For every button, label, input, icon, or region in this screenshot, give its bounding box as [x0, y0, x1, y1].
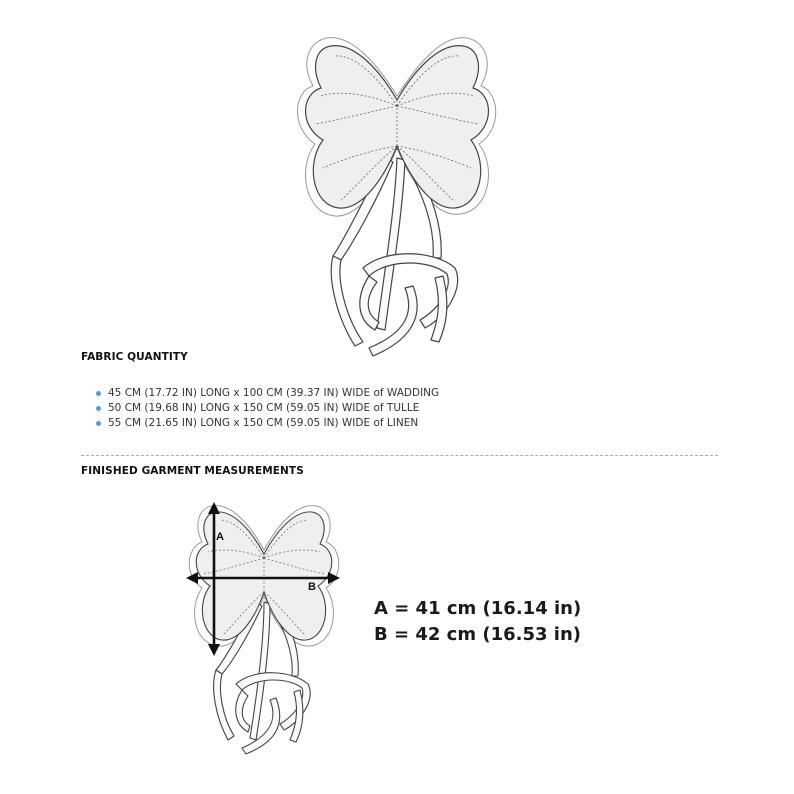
section-divider — [81, 455, 718, 456]
measurement-a-label: A — [216, 531, 224, 543]
list-item — [96, 401, 439, 416]
fabric-quantity-title: FABRIC QUANTITY — [81, 351, 188, 363]
bow-illustration-measured — [180, 498, 370, 776]
bullet-dot-icon — [96, 406, 101, 411]
list-item — [96, 416, 439, 431]
finished-measurements-title: FINISHED GARMENT MEASUREMENTS — [81, 465, 304, 477]
fabric-item-tulle: 50 CM (19.68 IN) LONG x 150 CM (59.05 IN) WIDE of TULLE — [108, 402, 420, 414]
bullet-dot-icon — [96, 421, 101, 426]
measurement-b-label: B — [308, 581, 316, 593]
fabric-item-linen: 55 CM (21.65 IN) LONG x 150 CM (59.05 IN) WIDE of LINEN — [108, 417, 419, 429]
fabric-item-wadding: 45 CM (17.72 IN) LONG x 100 CM (39.37 IN) WIDE of WADDING — [108, 387, 440, 399]
list-item — [96, 386, 439, 401]
bow-illustration-top — [285, 28, 515, 363]
measurement-b-value: B = 42 cm (16.53 in) — [374, 624, 581, 645]
measurement-a-value: A = 41 cm (16.14 in) — [374, 598, 582, 619]
bullet-dot-icon — [96, 391, 101, 396]
fabric-quantity-list — [96, 386, 439, 431]
